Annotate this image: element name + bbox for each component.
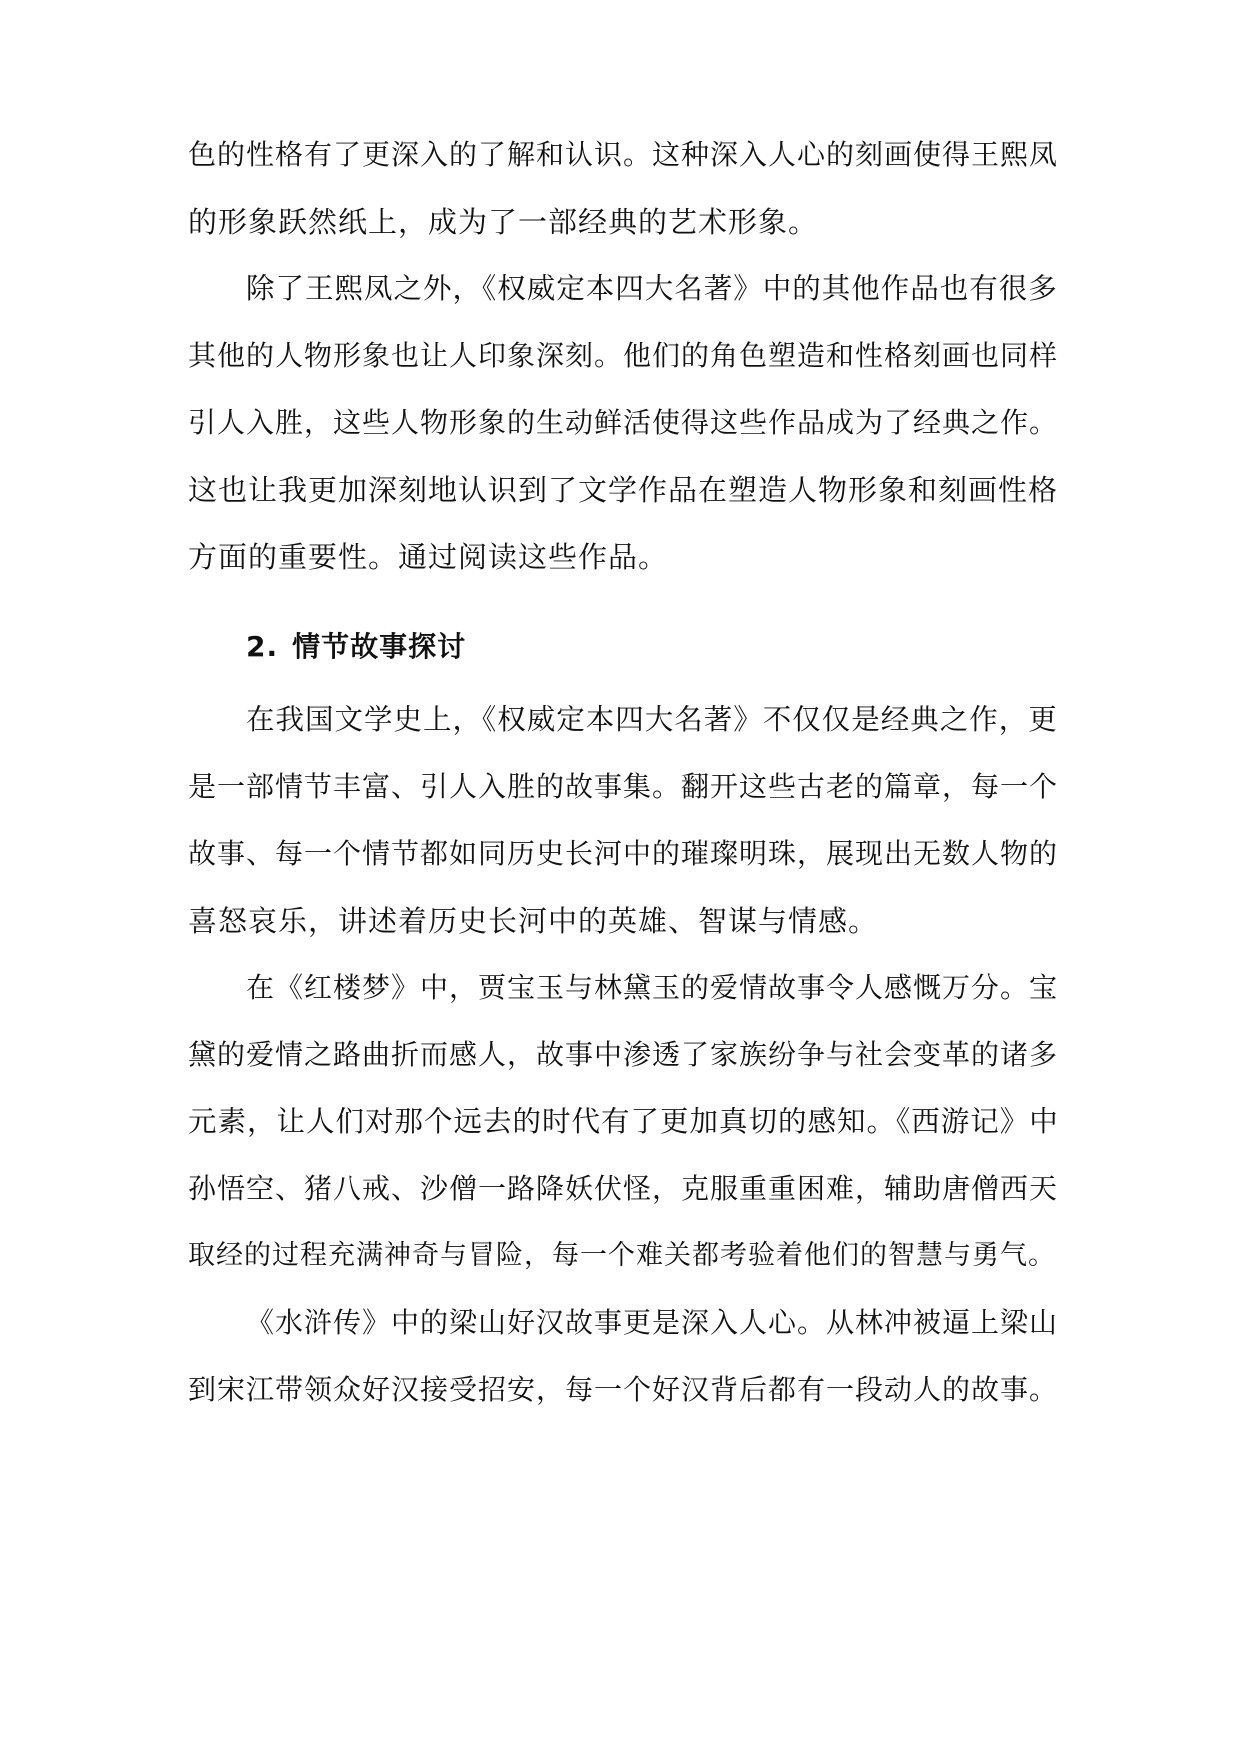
section-heading bbox=[246, 627, 466, 667]
paragraph-4-line-4: 孙悟空、猪八戒、沙僧一路降妖伏怪，克服重重困难，辅助唐僧西天 bbox=[188, 1172, 1059, 1205]
paragraph-5-line-1: 《水浒传》中的梁山好汉故事更是深入人心。从林冲被逼上梁山 bbox=[246, 1306, 1059, 1339]
section-number: 2. bbox=[246, 630, 279, 663]
paragraph-4-line-5: 取经的过程充满神奇与冒险，每一个难关都考验着他们的智慧与勇气。 bbox=[188, 1240, 1056, 1271]
paragraph-2-line-2: 其他的人物形象也让人印象深刻。他们的角色塑造和性格刻画也同样 bbox=[188, 339, 1059, 372]
paragraph-3-line-1: 在我国文学史上，《权威定本四大名著》不仅仅是经典之作，更 bbox=[246, 703, 1058, 736]
section-title: 情节故事探讨 bbox=[292, 630, 467, 663]
paragraph-4-line-1: 在《红楼梦》中，贾宝玉与林黛玉的爱情故事令人感慨万分。宝 bbox=[246, 971, 1059, 1004]
paragraph-3-line-2: 是一部情节丰富、引人入胜的故事集。翻开这些古老的篇章，每一个 bbox=[188, 770, 1059, 803]
paragraph-3-line-3: 故事、每一个情节都如同历史长河中的璀璨明珠，展现出无数人物的 bbox=[188, 837, 1059, 870]
paragraph-2-line-5: 方面的重要性。通过阅读这些作品。 bbox=[188, 540, 669, 574]
paragraph-5-line-2: 到宋江带领众好汉接受招安，每一个好汉背后都有一段动人的故事。 bbox=[188, 1373, 1059, 1406]
paragraph-2-line-4: 这也让我更加深刻地认识到了文学作品在塑造人物形象和刻画性格 bbox=[188, 473, 1059, 507]
paragraph-4-line-2: 黛的爱情之路曲折而感人，故事中渗透了家族纷争与社会变革的诸多 bbox=[188, 1038, 1059, 1071]
paragraph-1-line-1: 色的性格有了更深入的了解和认识。这种深入人心的刻画使得王熙凤 bbox=[188, 138, 1059, 171]
paragraph-3-line-4: 喜怒哀乐，讲述着历史长河中的英雄、智谋与情感。 bbox=[188, 904, 879, 938]
paragraph-2-line-1: 除了王熙凤之外，《权威定本四大名著》中的其他作品也有很多 bbox=[246, 272, 1058, 305]
paragraph-4-line-3: 元素，让人们对那个远去的时代有了更加真切的感知。《西游记》中 bbox=[188, 1105, 1059, 1138]
paragraph-1-line-2: 的形象跃然纸上，成为了一部经典的艺术形象。 bbox=[188, 205, 819, 239]
paragraph-2-line-3: 引人入胜，这些人物形象的生动鲜活使得这些作品成为了经典之作。 bbox=[188, 406, 1059, 439]
